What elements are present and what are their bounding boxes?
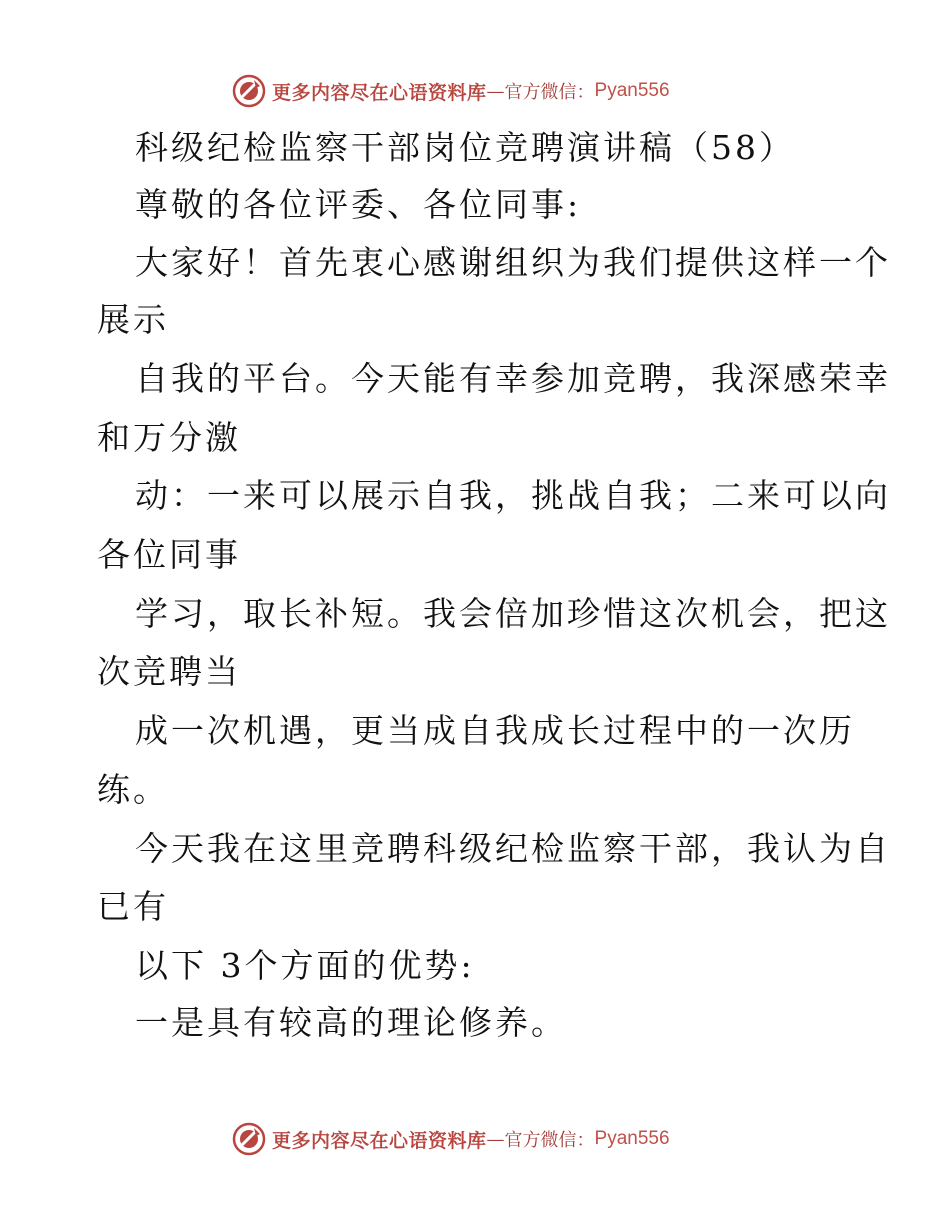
body-line: 大家好！首先衷心感谢组织为我们提供这样一个 (135, 243, 891, 282)
brand-logo-icon (232, 74, 266, 108)
body-line: 今天我在这里竞聘科级纪检监察干部，我认为自 (135, 829, 891, 868)
body-line: 各位同事 (97, 535, 241, 574)
footer-banner (232, 1120, 670, 1158)
banner-wechat-label: 官方微信： (504, 82, 595, 103)
body-line: 和万分激 (97, 418, 241, 457)
header-banner (232, 72, 670, 110)
banner-brand-text: 更多内容尽在心语资料库 (272, 81, 487, 104)
salutation-line: 尊敬的各位评委、各位同事: (135, 185, 582, 224)
body-line: 成一次机遇，更当成自我成长过程中的一次历 (135, 711, 855, 750)
banner-brand-text: 更多内容尽在心语资料库 (272, 1129, 487, 1152)
brand-logo-icon (232, 1122, 266, 1156)
banner-separator: — (486, 1128, 505, 1150)
body-line: 动：一来可以展示自我，挑战自我；二来可以向 (135, 476, 891, 515)
banner-wechat-handle: Pyan556 (594, 1128, 670, 1149)
body-line: 练。 (97, 770, 169, 809)
document-title: 科级纪检监察干部岗位竞聘演讲稿（58） (135, 128, 795, 167)
body-line: 一是具有较高的理论修养。 (135, 1003, 567, 1042)
body-line: 自我的平台。今天能有幸参加竞聘，我深感荣幸 (135, 359, 891, 398)
body-line: 次竞聘当 (97, 652, 241, 691)
banner-separator: — (486, 80, 505, 102)
body-line: 以下 3个方面的优势: (135, 946, 475, 985)
body-line: 学习，取长补短。我会倍加珍惜这次机会，把这 (135, 594, 891, 633)
body-line: 已有 (97, 887, 169, 926)
banner-wechat-label: 官方微信： (504, 1130, 595, 1151)
body-line: 展示 (97, 300, 169, 339)
banner-wechat-handle: Pyan556 (594, 80, 670, 101)
